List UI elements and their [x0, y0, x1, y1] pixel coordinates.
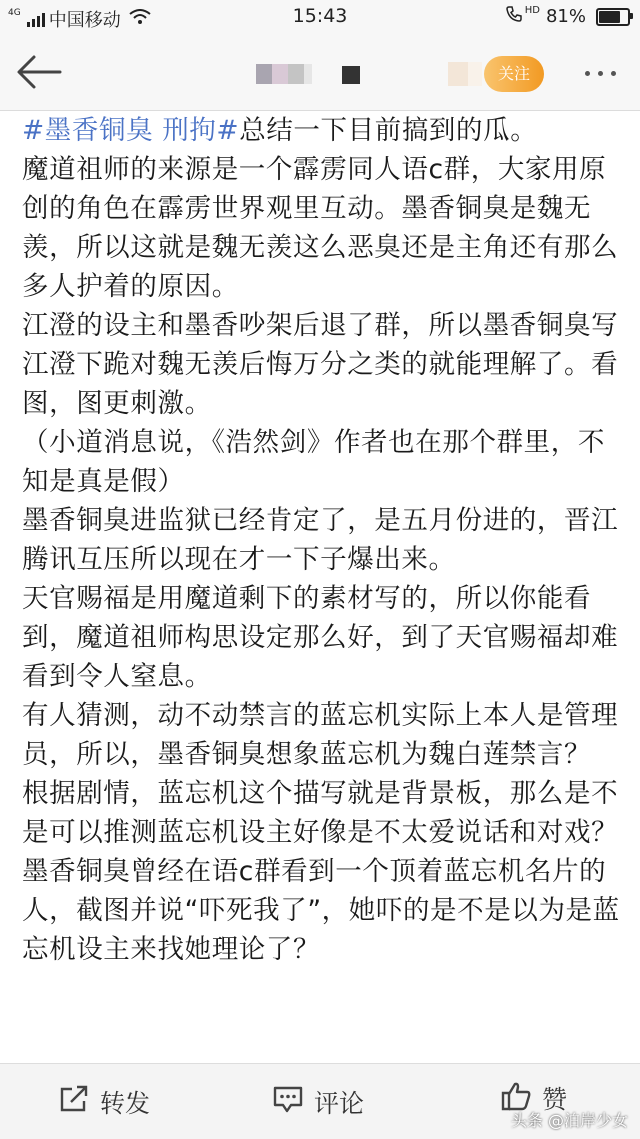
paragraph: 墨香铜臭曾经在语c群看到一个顶着蓝忘机名片的人，截图并说“吓死我了”，她吓的是不是以为是蓝忘机设主来找她理论了？: [22, 856, 620, 965]
watermark: 头条 @泊岸少女: [510, 1111, 628, 1130]
post-content: [22, 111, 622, 969]
paragraph-text: 总结一下目前搞到的瓜。: [239, 115, 538, 146]
blurred-avatar: [448, 62, 482, 86]
comment-icon: [272, 1084, 304, 1120]
paragraph: [22, 111, 622, 150]
battery-icon: [596, 8, 630, 26]
paragraph: 魔道祖师的来源是一个霹雳同人语c群，大家用原创的角色在霹雳世界观里互动。墨香铜臭是魏无羡，所以这就是魏无羡这么恶臭还是主角还有那么多人护着的原因。: [22, 154, 619, 302]
back-arrow-icon: [14, 77, 64, 96]
like-label: 赞: [542, 1085, 568, 1114]
post-header: [0, 34, 640, 111]
battery-percent: 81%: [545, 6, 586, 27]
blurred-username: [256, 64, 312, 84]
share-icon: [58, 1084, 90, 1120]
forward-button[interactable]: [58, 1064, 150, 1139]
comment-label: 评论: [314, 1088, 365, 1118]
paragraph: 天官赐福是用魔道剩下的素材写的，所以你能看到，魔道祖师构思设定那么好，到了天官赐福却难看到令人窒息。: [22, 583, 619, 692]
hashtag-link[interactable]: #墨香铜臭 刑拘#: [22, 115, 240, 146]
network-type: 4G: [8, 8, 21, 18]
hd-badge: HD: [524, 5, 540, 16]
clock: 15:43: [292, 5, 348, 27]
paragraph: （小道消息说，《浩然剑》作者也在那个群里，不知是真是假）: [22, 427, 605, 497]
status-bar: [0, 0, 640, 34]
blurred-badge: [342, 66, 360, 84]
comment-button[interactable]: [272, 1064, 364, 1139]
paragraph: 根据剧情，蓝忘机这个描写就是背景板，那么是不是可以推测蓝忘机设主好像是不太爱说话和对戏？: [22, 778, 619, 848]
more-button[interactable]: [574, 60, 626, 86]
paragraph: 江澄的设主和墨香吵架后退了群，所以墨香铜臭写江澄下跪对魏无羡后悔万分之类的就能理解了。看图，图更刺激。: [22, 310, 619, 419]
carrier-name: 中国移动: [48, 10, 121, 31]
paragraph: 墨香铜臭进监狱已经肯定了，是五月份进的，晋江腾讯互压所以现在才一下子爆出来。: [22, 505, 619, 575]
more-dots-icon: [585, 71, 616, 76]
follow-button[interactable]: 关注: [484, 56, 544, 92]
paragraph: 有人猜测，动不动禁言的蓝忘机实际上本人是管理员，所以，墨香铜臭想象蓝忘机为魏白莲禁言？: [22, 700, 619, 770]
phone-icon: [505, 5, 523, 28]
back-button[interactable]: [14, 52, 64, 92]
forward-label: 转发: [100, 1088, 151, 1118]
